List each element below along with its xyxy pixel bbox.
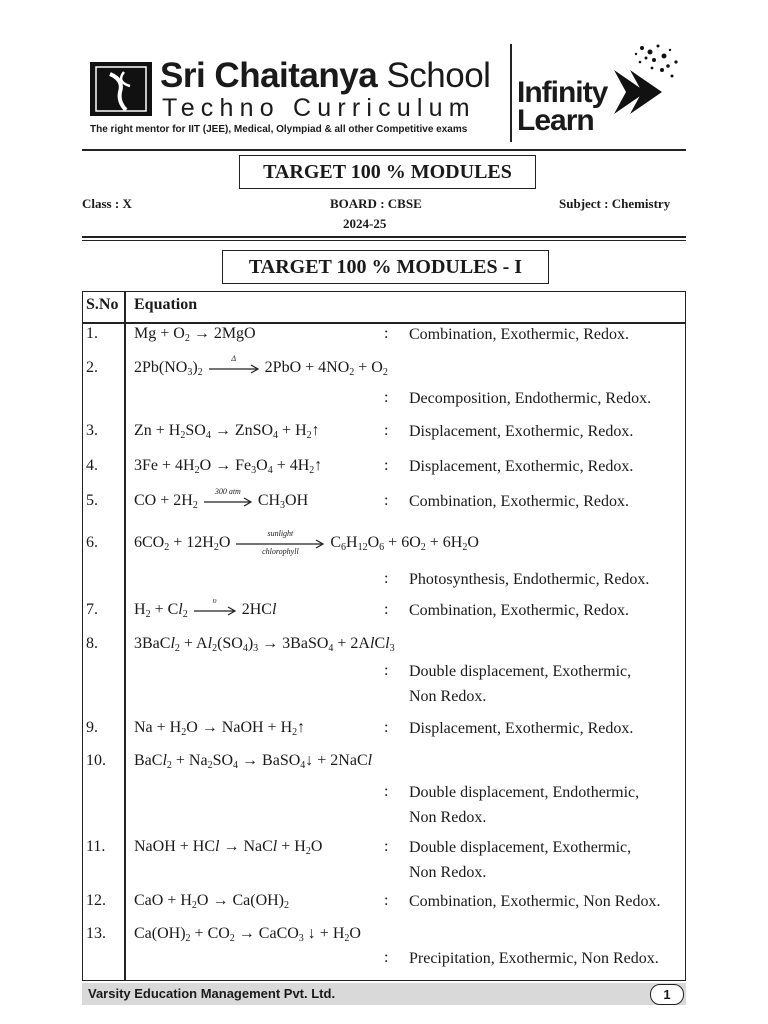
- row-sno: 1.: [86, 325, 98, 342]
- section-title: TARGET 100 % MODULES - I: [222, 250, 549, 284]
- reaction-type: Combination, Exothermic, Redox.: [409, 602, 629, 619]
- separator: :: [384, 325, 389, 342]
- equation: $Ca(OH)_2 + CO_2$ → CaCO$_3$ ↓ + $H_2O$: [134, 925, 361, 944]
- equation: $Mg + O_2 \to 2MgO$: [134, 325, 256, 344]
- row-sno: 8.: [86, 635, 98, 652]
- reaction-type-cont: Non Redox.: [409, 809, 487, 826]
- separator: :: [384, 457, 389, 474]
- row-sno: 11.: [86, 838, 106, 855]
- partner-logo-line2: Learn: [517, 104, 594, 137]
- reaction-type: Photosynthesis, Endothermic, Redox.: [409, 571, 650, 588]
- separator: :: [384, 838, 389, 855]
- equation: NaOH + HCl → NaCl + $H_2O$: [134, 838, 323, 857]
- equation: $6CO_2 + 12H_2O$ sunlight chlorophyll $C_6H_{12}O_6 + 6O_2 + 6H_2O$: [134, 529, 479, 557]
- reaction-type: Displacement, Exothermic, Redox.: [409, 423, 634, 440]
- reaction-type: Combination, Exothermic, Redox.: [409, 326, 629, 343]
- row-sno: 3.: [86, 422, 98, 439]
- brand-subtitle: Techno Curriculum: [162, 94, 476, 122]
- separator: :: [384, 783, 389, 800]
- arrow-label: υ: [212, 596, 217, 606]
- header-sno: S.No: [86, 296, 119, 313]
- reaction-arrow-icon: [207, 361, 261, 375]
- meta-rule-top: [82, 236, 686, 238]
- equation: 3BaCl$_2$ + $Al_2(SO_4)_3$ → 3BaSO$_4$ + 2AlCl$_3$: [134, 635, 395, 654]
- arrow-label: Δ: [231, 354, 237, 364]
- arrow-label: sunlight: [267, 529, 294, 539]
- separator: :: [384, 949, 389, 966]
- separator: :: [384, 422, 389, 439]
- reaction-type-cont: Non Redox.: [409, 864, 487, 881]
- class-label: Class : X: [82, 196, 132, 211]
- reaction-type-cont: Non Redox.: [409, 688, 487, 705]
- reaction-type: Double displacement, Exothermic,: [409, 663, 632, 680]
- reaction-type: Combination, Exothermic, Redox.: [409, 493, 629, 510]
- separator: :: [384, 389, 389, 406]
- row-sno: 12.: [86, 892, 106, 909]
- row-sno: 4.: [86, 457, 98, 474]
- reaction-arrow-icon: [202, 494, 254, 508]
- equation: CaO + $H_2O \to Ca(OH)_2$: [134, 892, 289, 911]
- equation: $H_2 + Cl_2$ υ 2HCl: [134, 596, 277, 620]
- reaction-arrow-icon: [192, 603, 238, 617]
- school-logo: [90, 62, 152, 116]
- brand-tagline: The right mentor for IIT (JEE), Medical, Olympiad & all other Competitive exams: [90, 124, 468, 135]
- reaction-type: Precipitation, Exothermic, Non Redox.: [409, 950, 659, 967]
- equation: $3Fe + 4H_2O \to Fe_3O_4$ + $4H_2↑$: [134, 457, 323, 476]
- arrow-label: 300 atm: [214, 487, 241, 497]
- logo-emblem-icon: [90, 62, 152, 116]
- reaction-type: Displacement, Exothermic, Redox.: [409, 720, 634, 737]
- meta-rule-bottom: [82, 240, 686, 241]
- equation: $Na + H_2O$ → NaOH + $H_2↑$: [134, 719, 306, 738]
- arrow-label: chlorophyll: [262, 547, 299, 557]
- row-sno: 13.: [86, 925, 106, 942]
- row-sno: 10.: [86, 752, 106, 769]
- page-number: 1: [650, 984, 684, 1005]
- partner-logo-line1: Infinity: [517, 76, 608, 109]
- year-label: 2024-25: [343, 216, 387, 231]
- header-divider: [510, 44, 512, 142]
- reaction-type: Combination, Exothermic, Non Redox.: [409, 893, 661, 910]
- row-sno: 2.: [86, 359, 98, 376]
- row-sno: 5.: [86, 492, 98, 509]
- row-sno: 6.: [86, 534, 98, 551]
- equation: CO + $2H_2$ 300 atm $CH_3OH$: [134, 487, 309, 511]
- equation: BaCl$_2$ + $Na_2SO_4$ → BaSO$_4$↓ + 2NaCl: [134, 752, 373, 771]
- reaction-type: Double displacement, Endothermic,: [409, 784, 640, 801]
- brand-name: Sri Chaitanya School: [160, 56, 491, 95]
- header-rule: [82, 149, 686, 151]
- subject-label: Subject : Chemistry: [559, 196, 671, 211]
- board-label: BOARD : CBSE: [330, 196, 422, 211]
- table-column-divider: [124, 291, 126, 981]
- main-title: TARGET 100 % MODULES: [239, 155, 536, 189]
- reaction-type: Displacement, Exothermic, Redox.: [409, 458, 634, 475]
- infinity-arrow-icon: [606, 40, 686, 135]
- separator: :: [384, 601, 389, 618]
- separator: :: [384, 662, 389, 679]
- separator: :: [384, 570, 389, 587]
- reaction-type: Decomposition, Endothermic, Redox.: [409, 390, 652, 407]
- row-sno: 7.: [86, 601, 98, 618]
- equation: $2Pb(NO_3)_2$ Δ $2PbO + 4NO_2 + O_2$: [134, 354, 388, 378]
- footer-company: Varsity Education Management Pvt. Ltd.: [88, 986, 336, 1001]
- separator: :: [384, 719, 389, 736]
- row-sno: 9.: [86, 719, 98, 736]
- header-equation: Equation: [134, 296, 198, 313]
- separator: :: [384, 492, 389, 509]
- separator: :: [384, 892, 389, 909]
- equation: $Zn + H_2SO_4$ → ZnSO$_4$ + $H_2↑$: [134, 422, 320, 441]
- reaction-type: Double displacement, Exothermic,: [409, 839, 632, 856]
